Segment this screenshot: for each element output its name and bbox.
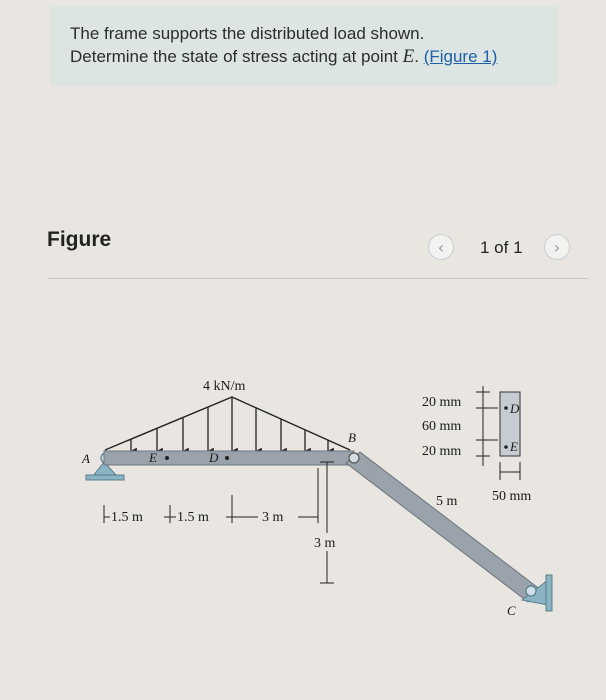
point-e-variable: E: [402, 46, 415, 67]
dim-1-5m-first: 1.5 m: [111, 510, 143, 525]
label-e: E: [149, 450, 157, 465]
figure-heading: Figure: [47, 228, 112, 251]
distributed-load: [105, 397, 350, 451]
section-mid-60mm: 60 mm: [422, 419, 462, 434]
section-bot-20mm: 20 mm: [422, 444, 462, 459]
section-label-e: E: [510, 439, 518, 454]
member-bc: [346, 452, 541, 602]
chevron-right-icon: ›: [553, 237, 561, 257]
section-width-50mm: 50 mm: [492, 489, 532, 504]
label-a: A: [82, 451, 90, 466]
chevron-left-icon: ‹: [437, 237, 445, 257]
label-c: C: [507, 603, 516, 618]
label-b: B: [348, 430, 356, 445]
dim-1-5m-second: 1.5 m: [177, 510, 209, 525]
point-d-dot: [225, 456, 229, 460]
section-top-20mm: 20 mm: [422, 395, 462, 410]
problem-line-2-period: .: [414, 47, 419, 66]
label-d: D: [209, 450, 219, 465]
dim-5m: 5 m: [436, 494, 458, 509]
dim-3m-vertical: 3 m: [314, 536, 336, 551]
section-label-d: D: [510, 401, 520, 416]
load-label: 4 kN/m: [203, 379, 246, 394]
pin-b: [349, 453, 359, 463]
problem-line-1: The frame supports the distributed load shown.: [70, 24, 425, 43]
page-counter: 1 of 1: [480, 238, 523, 257]
point-e-dot: [165, 456, 169, 460]
figure-link[interactable]: (Figure 1): [423, 47, 498, 66]
dim-3m-horizontal: 3 m: [262, 510, 284, 525]
problem-line-2-text: Determine the state of stress acting at point: [70, 47, 398, 66]
